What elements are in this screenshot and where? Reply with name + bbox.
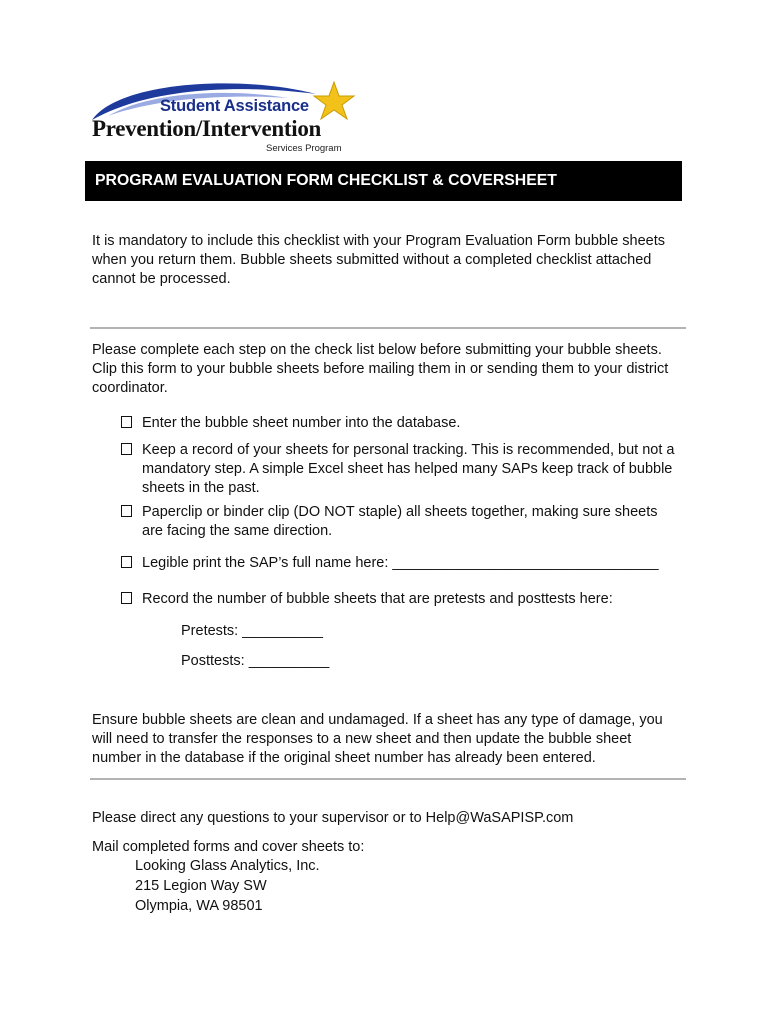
checkbox-icon[interactable] [121,556,132,568]
checklist-item-label: Keep a record of your sheets for personal tracking. This is recommended, but not a mandatory step. A simple Excel sheet has helped many SAPs keep track of bubble sheets in the past. [142,442,675,496]
mail-intro-text: Mail completed forms and cover sheets to: [92,839,365,855]
checkbox-icon[interactable] [121,592,132,604]
ensure-paragraph: Ensure bubble sheets are clean and undamaged. If a sheet has any type of damage, you will need to transfer the responses to a new sheet and then update the bubble sheet number in the database if the original sheet number has already been entered. [92,712,663,766]
page-title: PROGRAM EVALUATION FORM CHECKLIST & COVERSHEET [85,161,682,201]
checkbox-icon[interactable] [121,505,132,517]
logo-line-student-assistance: Student Assistance [160,97,309,115]
checklist-item[interactable] [121,414,681,433]
divider [90,327,686,329]
divider [90,778,686,780]
mail-address-city: Olympia, WA 98501 [135,898,263,914]
logo-line-prevention: Prevention/Intervention [92,116,322,141]
checklist-item[interactable] [121,590,681,609]
checklist-item-label: Legible print the SAP’s full name here: _________________________________ [142,555,659,571]
checklist-item-label: Record the number of bubble sheets that are pretests and posttests here: [142,591,613,607]
help-contact-text: Please direct any questions to your supervisor or to Help@WaSAPISP.com [92,810,574,826]
program-logo [88,76,363,158]
steps-intro-paragraph: Please complete each step on the check list below before submitting your bubble sheets. Clip this form to your bubble sheets before mailing them in or sending them to your district coordinator. [92,342,669,396]
intro-paragraph: It is mandatory to include this checklist with your Program Evaluation Form bubble sheets when you return them. Bubble sheets submitted without a completed checklist attached cannot be processed. [92,233,666,287]
mail-address-street: 215 Legion Way SW [135,878,267,894]
posttests-field[interactable]: Posttests: __________ [181,653,330,669]
checklist-item[interactable] [121,441,681,498]
checkbox-icon[interactable] [121,443,132,455]
mail-address-name: Looking Glass Analytics, Inc. [135,858,320,874]
checkbox-icon[interactable] [121,416,132,428]
checklist-item-label: Enter the bubble sheet number into the database. [142,415,461,431]
logo-line-services: Services Program [266,143,342,154]
pretests-field[interactable]: Pretests: __________ [181,623,323,639]
checklist-item[interactable] [121,503,681,541]
checklist-item-label: Paperclip or binder clip (DO NOT staple) all sheets together, making sure sheets are facing the same direction. [142,504,658,539]
checklist-item[interactable] [121,554,681,573]
